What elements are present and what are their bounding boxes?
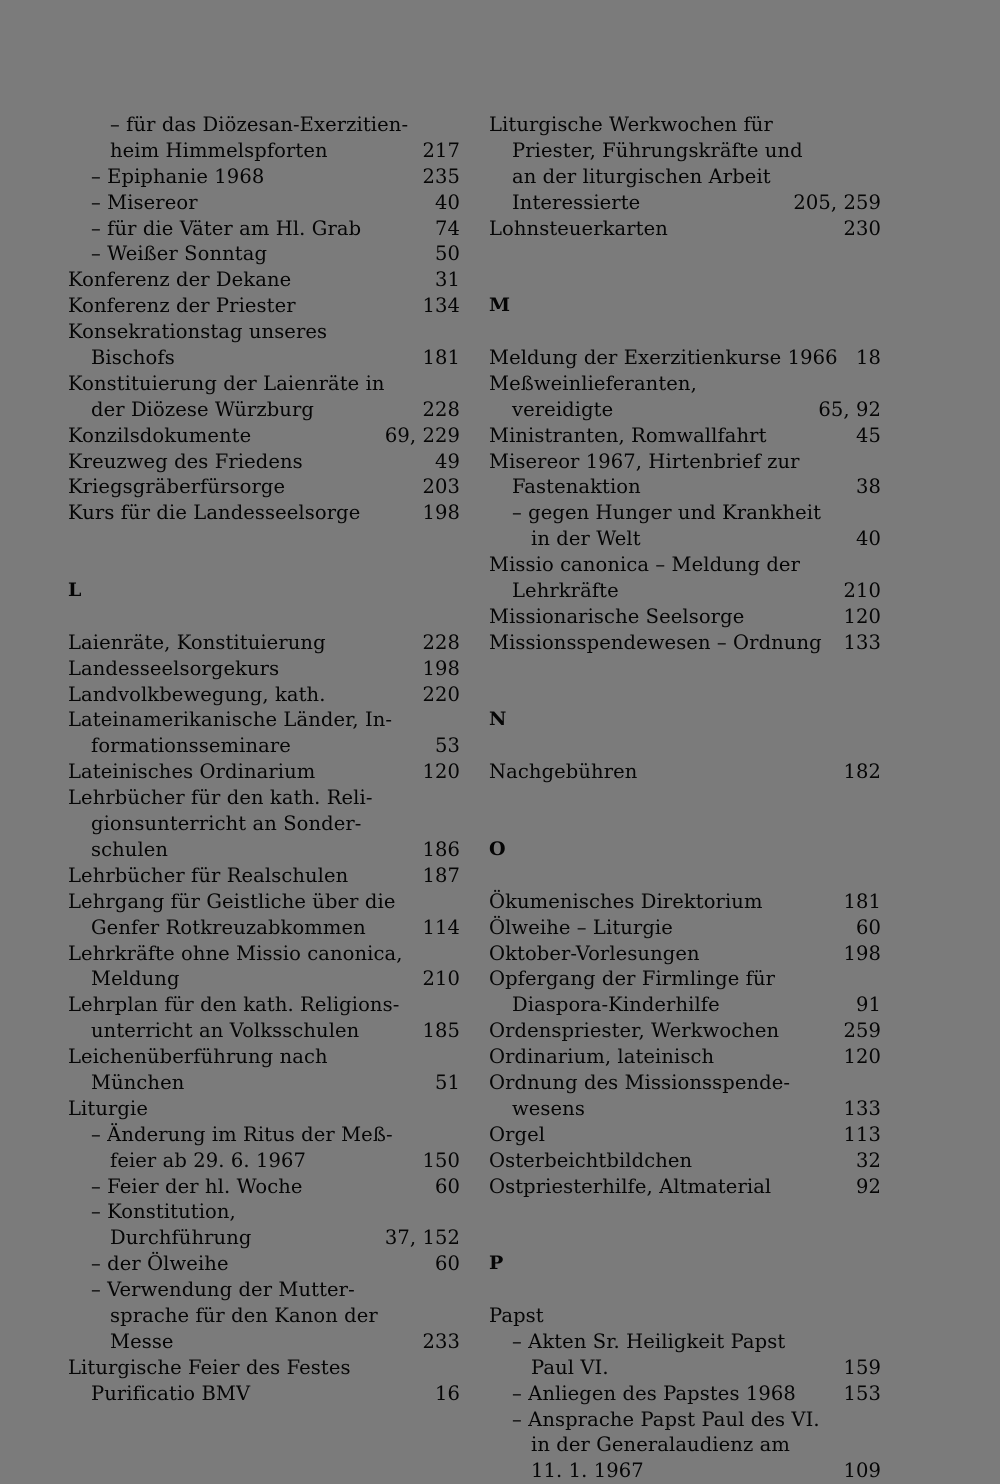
index-entry-line <box>489 371 881 397</box>
entry-text: in der Welt <box>531 527 641 551</box>
page-number: 198 <box>843 941 881 965</box>
page-number: 74 <box>434 216 460 240</box>
entry-text: 11. 1. 1967 <box>531 1459 644 1483</box>
index-entry-line <box>489 397 881 423</box>
index-entry-line <box>68 345 460 371</box>
index-entry-line <box>489 578 881 604</box>
index-entry-line <box>68 707 460 733</box>
entry-text: Leichenüberführung nach <box>68 1045 328 1069</box>
entry-text: Ordnung des Missionsspende- <box>489 1070 791 1094</box>
index-entry-line <box>68 1251 460 1277</box>
index-entry-line <box>68 656 460 682</box>
blank-line <box>489 785 881 811</box>
index-entry-line <box>68 1381 460 1407</box>
page-number: 113 <box>843 1122 881 1146</box>
entry-text: Kreuzweg des Friedens <box>68 449 303 473</box>
entry-text: Landvolkbewegung, kath. <box>68 682 326 706</box>
page-number: 65, 92 <box>818 397 881 421</box>
entry-text: Lateinisches Ordinarium <box>68 760 316 784</box>
index-entry-line <box>68 785 460 811</box>
page-number: 133 <box>843 630 881 654</box>
index-entry-line <box>68 397 460 423</box>
page-number: 18 <box>855 346 881 370</box>
page-number: 60 <box>855 915 881 939</box>
index-entry-line <box>68 759 460 785</box>
entry-text: Bischofs <box>91 346 175 370</box>
page-number: 235 <box>422 164 460 188</box>
index-entry-line <box>489 112 881 138</box>
index-entry-line <box>68 500 460 526</box>
index-entry-line <box>489 1044 881 1070</box>
index-entry-line <box>68 1199 460 1225</box>
page-number: 109 <box>843 1459 881 1483</box>
entry-text: Liturgie <box>68 1096 148 1120</box>
index-entry-line <box>489 474 881 500</box>
index-entry-line <box>489 1122 881 1148</box>
page-number: 91 <box>855 993 881 1017</box>
entry-text: Lateinamerikanische Länder, In- <box>68 708 393 732</box>
index-entry-line <box>68 371 460 397</box>
index-entry-line <box>489 604 881 630</box>
entry-text: – für das Diözesan-Exerzitien- <box>110 113 409 136</box>
entry-text: Lehrplan für den kath. Religions- <box>68 993 400 1017</box>
entry-text: Meßweinlieferanten, <box>489 371 697 395</box>
section-letter-heading <box>489 293 881 319</box>
entry-text: Ökumenisches Direktorium <box>489 889 763 913</box>
entry-text: – Änderung im Ritus der Meß- <box>91 1122 393 1146</box>
blank-line <box>489 811 881 837</box>
entry-text: Missionarische Seelsorge <box>489 604 745 628</box>
page-number: 38 <box>855 475 881 499</box>
entry-text: schulen <box>91 837 169 861</box>
blank-line <box>489 656 881 682</box>
index-entry-line <box>489 1070 881 1096</box>
index-entry-line <box>489 1458 881 1484</box>
page-number: 228 <box>422 630 460 654</box>
entry-text: Lehrkräfte <box>512 579 619 603</box>
index-entry-line <box>489 1329 881 1355</box>
page-number: 228 <box>422 397 460 421</box>
page-number: 181 <box>422 346 460 370</box>
entry-text: Lohnsteuerkarten <box>489 216 668 240</box>
entry-text: in der Generalaudienz am <box>531 1433 790 1457</box>
index-entry-line <box>68 449 460 475</box>
index-entry-line <box>489 526 881 552</box>
section-letter-heading <box>489 707 881 733</box>
page-number: 217 <box>422 138 460 162</box>
entry-text: feier ab 29. 6. 1967 <box>110 1148 307 1172</box>
entry-text: Interessierte <box>512 190 641 214</box>
page-number: 259 <box>843 1019 881 1043</box>
index-entry-line <box>68 941 460 967</box>
blank-line <box>489 1277 881 1303</box>
page-number: 120 <box>422 760 460 784</box>
entry-text: – Konstitution, <box>91 1200 236 1224</box>
index-entry-line <box>68 267 460 293</box>
entry-text: Lehrbücher für Realschulen <box>68 863 349 887</box>
entry-text: Konferenz der Dekane <box>68 268 292 292</box>
entry-text: Meldung der Exerzitienkurse 1966 <box>489 346 838 370</box>
page-number: 16 <box>434 1381 460 1405</box>
page-number: 205, 259 <box>793 190 881 214</box>
entry-text: gionsunterricht an Sonder- <box>91 812 362 836</box>
entry-text: Missionsspendewesen – Ordnung <box>489 630 822 654</box>
entry-text: – für die Väter am Hl. Grab <box>91 216 362 240</box>
entry-text: Paul VI. <box>531 1355 609 1379</box>
entry-text: – Epiphanie 1968 <box>91 164 265 188</box>
index-entry-line <box>489 1096 881 1122</box>
page-number: 182 <box>843 760 881 784</box>
page-number: 37, 152 <box>384 1226 460 1250</box>
page-number: 159 <box>843 1355 881 1379</box>
entry-text: Meldung <box>91 967 180 991</box>
index-entry-line <box>68 1044 460 1070</box>
index-entry-line <box>68 811 460 837</box>
entry-text: Ministranten, Romwallfahrt <box>489 423 767 447</box>
page-number: 40 <box>434 190 460 214</box>
index-entry-line <box>489 966 881 992</box>
page-number: 53 <box>434 734 460 758</box>
entry-text: – gegen Hunger und Krankheit <box>512 501 822 525</box>
index-entry-line <box>489 1432 881 1458</box>
index-entry-line <box>68 966 460 992</box>
entry-text: Purificatio BMV <box>91 1381 251 1405</box>
blank-line <box>489 863 881 889</box>
entry-text: wesens <box>512 1096 585 1120</box>
entry-text: München <box>91 1070 185 1094</box>
entry-text: Fastenaktion <box>512 475 641 499</box>
blank-line <box>489 733 881 759</box>
entry-text: Osterbeichtbildchen <box>489 1148 693 1172</box>
index-entry-line <box>489 1303 881 1329</box>
page-number: 51 <box>434 1070 460 1094</box>
index-entry-line <box>489 500 881 526</box>
page-number: 233 <box>422 1329 460 1353</box>
index-entry-line <box>68 190 460 216</box>
index-entry-line <box>68 630 460 656</box>
entry-text: Kurs für die Landesseelsorge <box>68 501 361 525</box>
page-number: 186 <box>422 837 460 861</box>
index-entry-line <box>489 992 881 1018</box>
blank-line <box>489 1199 881 1225</box>
index-entry-line <box>489 1174 881 1200</box>
entry-text: Konstituierung der Laienräte in <box>68 371 385 395</box>
page-number: 185 <box>422 1019 460 1043</box>
entry-text: unterricht an Volksschulen <box>91 1019 360 1043</box>
index-entry-line <box>489 1018 881 1044</box>
index-entry-line <box>489 759 881 785</box>
page-number: 230 <box>843 216 881 240</box>
page-number: 69, 229 <box>384 423 460 447</box>
page-number: 198 <box>422 656 460 680</box>
index-entry-line <box>68 1355 460 1381</box>
entry-text: Laienräte, Konstituierung <box>68 630 326 654</box>
page-number: 60 <box>434 1252 460 1276</box>
index-entry-line <box>68 293 460 319</box>
entry-text: formationsseminare <box>91 734 291 758</box>
entry-text: Ölweihe – Liturgie <box>489 915 673 939</box>
page-number: 120 <box>843 1045 881 1069</box>
index-entry-line <box>68 1122 460 1148</box>
page-number: 210 <box>843 579 881 603</box>
entry-text: Missio canonica – Meldung der <box>489 553 800 577</box>
blank-line <box>68 552 460 578</box>
index-entry-line <box>489 915 881 941</box>
index-entry-line <box>68 889 460 915</box>
blank-line <box>68 526 460 552</box>
index-entry-line <box>68 1303 460 1329</box>
page-number: 210 <box>422 967 460 991</box>
page-number: 181 <box>843 889 881 913</box>
index-entry-line <box>68 319 460 345</box>
page-number: 40 <box>855 527 881 551</box>
page-number: 31 <box>434 268 460 292</box>
page-number: 45 <box>855 423 881 447</box>
entry-text: Nachgebühren <box>489 760 638 784</box>
index-entry-line <box>489 1355 881 1381</box>
index-entry-line <box>68 112 460 138</box>
page-number: 50 <box>434 242 460 266</box>
entry-text: Lehrkräfte ohne Missio canonica, <box>68 941 403 965</box>
entry-text: Lehrgang für Geistliche über die <box>68 889 396 913</box>
page-number: 133 <box>843 1096 881 1120</box>
index-entry-line <box>68 216 460 242</box>
page-number: 187 <box>422 863 460 887</box>
entry-text: – Akten Sr. Heiligkeit Papst <box>512 1329 786 1353</box>
index-entry-line <box>68 1277 460 1303</box>
page-number: 203 <box>422 475 460 499</box>
entry-text: Oktober-Vorlesungen <box>489 941 700 965</box>
index-entry-line <box>489 1407 881 1433</box>
page-number: 114 <box>422 915 460 939</box>
index-entry-line <box>489 190 881 216</box>
blank-line <box>68 604 460 630</box>
entry-text: Genfer Rotkreuzabkommen <box>91 915 366 939</box>
index-entry-line <box>68 1329 460 1355</box>
index-entry-line <box>68 863 460 889</box>
entry-text: Messe <box>110 1329 174 1353</box>
section-letter-heading <box>68 578 460 604</box>
index-entry-line <box>489 941 881 967</box>
index-entry-line <box>489 449 881 475</box>
entry-text: Landesseelsorgekurs <box>68 656 280 680</box>
page-number: 49 <box>434 449 460 473</box>
index-column-left <box>68 112 460 1407</box>
page-number: 32 <box>855 1148 881 1172</box>
blank-line <box>489 682 881 708</box>
section-letter: M <box>489 294 511 317</box>
index-entry-line <box>489 630 881 656</box>
page-number: 92 <box>855 1174 881 1198</box>
index-entry-line <box>68 1225 460 1251</box>
index-entry-line <box>489 889 881 915</box>
entry-text: der Diözese Würzburg <box>91 397 314 421</box>
entry-text: Diaspora-Kinderhilfe <box>512 993 720 1017</box>
index-entry-line <box>68 1096 460 1122</box>
entry-text: Priester, Führungskräfte und <box>512 138 803 162</box>
index-entry-line <box>68 733 460 759</box>
entry-text: – Misereor <box>91 190 198 214</box>
index-entry-line <box>68 241 460 267</box>
entry-text: Liturgische Werkwochen für <box>489 113 773 136</box>
entry-text: Lehrbücher für den kath. Reli- <box>68 786 373 810</box>
entry-text: Papst <box>489 1303 544 1327</box>
page-number: 60 <box>434 1174 460 1198</box>
section-letter: N <box>489 708 507 731</box>
entry-text: an der liturgischen Arbeit <box>512 164 771 188</box>
page-number: 120 <box>843 604 881 628</box>
index-entry-line <box>68 1018 460 1044</box>
page-number: 198 <box>422 501 460 525</box>
index-entry-line <box>489 1381 881 1407</box>
index-entry-line <box>68 682 460 708</box>
index-entry-line <box>68 915 460 941</box>
index-entry-line <box>68 1174 460 1200</box>
section-letter-heading <box>489 1251 881 1277</box>
index-entry-line <box>68 474 460 500</box>
blank-line <box>489 241 881 267</box>
entry-text: – Feier der hl. Woche <box>91 1174 303 1198</box>
page-number: 150 <box>422 1148 460 1172</box>
index-entry-line <box>68 1148 460 1174</box>
entry-text: Ordenspriester, Werkwochen <box>489 1019 780 1043</box>
section-letter-heading <box>489 837 881 863</box>
entry-text: Konferenz der Priester <box>68 294 296 318</box>
entry-text: – Anliegen des Papstes 1968 <box>512 1381 796 1405</box>
index-entry-line <box>489 423 881 449</box>
blank-line <box>489 267 881 293</box>
index-entry-line <box>68 164 460 190</box>
index-entry-line <box>68 1070 460 1096</box>
entry-text: Konsekrationstag unseres <box>68 320 328 344</box>
entry-text: Ordinarium, lateinisch <box>489 1045 715 1069</box>
section-letter: O <box>489 837 506 860</box>
entry-text: Ostpriesterhilfe, Altmaterial <box>489 1174 772 1198</box>
entry-text: Durchführung <box>110 1226 252 1250</box>
entry-text: Liturgische Feier des Festes <box>68 1355 351 1379</box>
entry-text: Kriegsgräberfürsorge <box>68 475 286 499</box>
page-number: 134 <box>422 294 460 318</box>
index-entry-line <box>68 138 460 164</box>
entry-text: Konzilsdokumente <box>68 423 252 447</box>
page-number: 153 <box>843 1381 881 1405</box>
section-letter: L <box>68 579 82 602</box>
entry-text: heim Himmelspforten <box>110 138 328 162</box>
entry-text: Orgel <box>489 1122 546 1146</box>
blank-line <box>489 1225 881 1251</box>
entry-text: Opfergang der Firmlinge für <box>489 967 776 991</box>
entry-text: – Weißer Sonntag <box>91 242 268 266</box>
index-column-right <box>489 112 881 1484</box>
index-entry-line <box>489 138 881 164</box>
page-number: 220 <box>422 682 460 706</box>
index-entry-line <box>489 1148 881 1174</box>
entry-text: vereidigte <box>512 397 614 421</box>
blank-line <box>489 319 881 345</box>
entry-text: sprache für den Kanon der <box>110 1303 378 1327</box>
index-entry-line <box>68 837 460 863</box>
section-letter: P <box>489 1252 504 1275</box>
index-entry-line <box>489 164 881 190</box>
entry-text: Misereor 1967, Hirtenbrief zur <box>489 449 800 473</box>
entry-text: – Verwendung der Mutter- <box>91 1278 355 1302</box>
index-entry-line <box>489 216 881 242</box>
index-entry-line <box>68 992 460 1018</box>
entry-text: – Ansprache Papst Paul des VI. <box>512 1407 820 1431</box>
entry-text: – der Ölweihe <box>91 1252 229 1276</box>
index-entry-line <box>489 345 881 371</box>
index-entry-line <box>68 423 460 449</box>
index-entry-line <box>489 552 881 578</box>
